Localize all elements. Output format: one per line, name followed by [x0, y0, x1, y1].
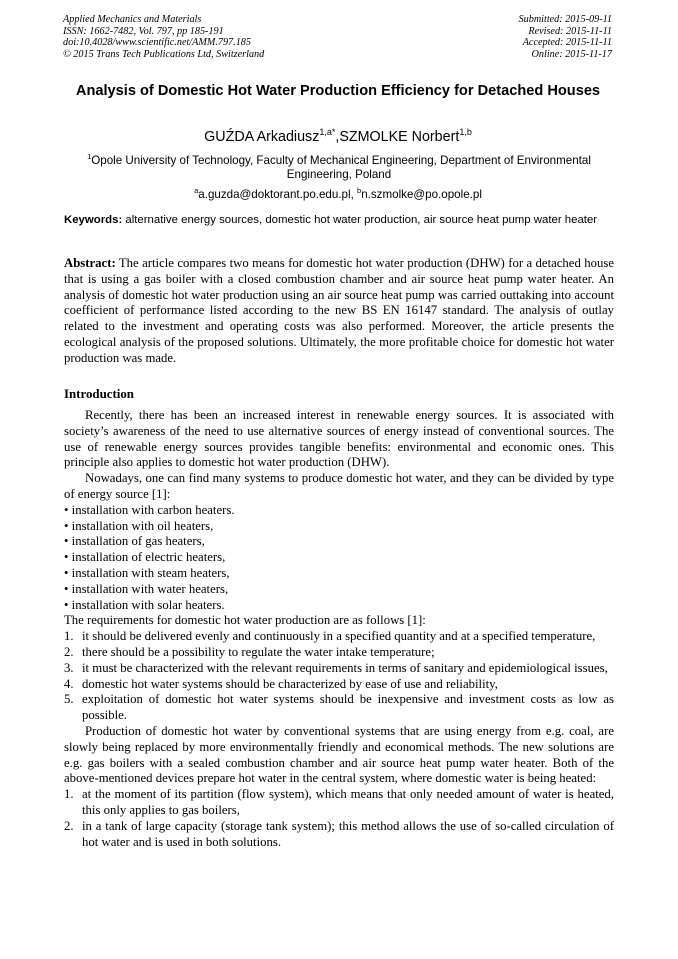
- author-1-sup: 1,a*: [319, 127, 336, 137]
- affiliation-sup: 1: [87, 152, 92, 161]
- list-text: exploitation of domestic hot water systems should be inexpensive and investment costs as low as possible.: [82, 692, 614, 723]
- list-item: • installation of gas heaters,: [64, 534, 205, 549]
- email-a-sup: a: [194, 186, 199, 195]
- date-accepted: Accepted: 2015-11-11: [522, 37, 612, 49]
- list-item: • installation of electric heaters,: [64, 550, 226, 565]
- list-text: it should be delivered evenly and continuously in a specified quantity and at a specified temperature,: [82, 629, 596, 644]
- intro-paragraph-2: Nowadays, one can find many systems to produce domestic hot water, and they can be divided by type of energy source [1]:: [64, 471, 614, 501]
- keywords-label: Keywords:: [64, 214, 123, 226]
- list-text: at the moment of its partition (flow system), which means that only needed amount of water is heated, this only applies to gas boilers,: [82, 787, 614, 817]
- list-number: 2.: [64, 644, 74, 659]
- list-item: [64, 819, 614, 851]
- list-item: [64, 629, 614, 645]
- author-2-sup: 1,b: [459, 127, 472, 137]
- journal-issn: ISSN: 1662-7482, Vol. 797, pp 185-191: [63, 25, 224, 37]
- list-number: 3.: [64, 660, 74, 675]
- journal-info: [63, 14, 264, 60]
- email-a[interactable]: a.guzda@doktorant.po.edu.pl,: [198, 187, 358, 201]
- list-item: • installation with steam heaters,: [64, 565, 230, 580]
- author-line: [60, 123, 616, 146]
- introduction-body: [64, 408, 614, 850]
- list-text: in a tank of large capacity (storage tank system); this method allows the use of so-called circulation of hot water and is used in both solutions.: [82, 818, 614, 849]
- email-b-sup: b: [357, 186, 362, 195]
- date-submitted: Submitted: 2015-09-11: [518, 14, 612, 25]
- date-online: Online: 2015-11-17: [531, 48, 612, 60]
- intro-paragraph-4: Production of domestic hot water by conventional systems that are using energy from e.g. coal, are slowly being replaced by more environmentally friendly and economical methods. The new solutions are e.g. gas boilers with a sealed combustion chamber and air source heat pump water heater. Both of the above-mentioned devices prepare hot water in the central system, where domestic water is being heated:: [64, 723, 614, 786]
- email-b[interactable]: n.szmolke@po.opole.pl: [361, 187, 482, 201]
- affiliation-text: Opole University of Technology, Faculty of Mechanical Engineering, Department of Environmental Engineering, Poland: [91, 153, 591, 182]
- abstract: [64, 256, 614, 367]
- journal-copyright: © 2015 Trans Tech Publications Ltd, Switzerland: [63, 48, 265, 60]
- list-item: [64, 645, 614, 661]
- list-text: it must be characterized with the relevant requirements in terms of sanitary and epidemiological issues,: [82, 660, 608, 675]
- intro-paragraph-3: The requirements for domestic hot water production are as follows [1]:: [64, 613, 426, 628]
- list-item: • installation with solar heaters.: [64, 597, 225, 612]
- list-item: • installation with carbon heaters.: [64, 502, 235, 517]
- keywords-text: alternative energy sources, domestic hot water production, air source heat pump water heater: [122, 214, 598, 226]
- list-item: [64, 661, 614, 677]
- list-number: 2.: [64, 818, 74, 833]
- list-item: • installation with oil heaters,: [64, 518, 214, 533]
- journal-name: Applied Mechanics and Materials: [63, 14, 202, 25]
- list-item: [64, 787, 614, 819]
- paper-title: Analysis of Domestic Hot Water Production Efficiency for Detached Houses: [75, 83, 601, 99]
- section-heading-introduction: Introduction: [64, 387, 134, 401]
- list-number: 1.: [64, 787, 74, 802]
- list-number: 4.: [64, 676, 74, 691]
- list-number: 1.: [64, 629, 74, 644]
- heating-methods-list: [64, 787, 614, 850]
- journal-doi[interactable]: doi:10.4028/www.scientific.net/AMM.797.185: [63, 37, 251, 49]
- list-text: domestic hot water systems should be characterized by ease of use and reliability,: [82, 676, 498, 691]
- keywords: [64, 213, 614, 228]
- list-item: • installation with water heaters,: [64, 581, 229, 596]
- author-1: GUŹDA Arkadiusz: [204, 128, 320, 145]
- list-item: [64, 692, 614, 724]
- publication-dates: [519, 14, 612, 60]
- abstract-text: The article compares two means for domestic hot water production (DHW) for a detached house that is using a gas boiler with a closed combustion chamber and air source heat pump water heater. An analysis of domestic hot water production using an air source heat pump was carried outtaking into account coefficient of performance listed according to the new BS EN 16147 standard. The analysis of outlay related to the investment and operating costs was also performed. Moreover, the article presents the ecological analysis of the proposed solutions. Ultimately, the more profitable choice for domestic hot water production was made.: [64, 256, 614, 365]
- date-revised: Revised: 2015-11-11: [528, 25, 612, 37]
- energy-source-list: [64, 503, 614, 614]
- author-2: ,SZMOLKE Norbert: [335, 128, 460, 145]
- requirements-list: [64, 629, 614, 724]
- intro-paragraph-1: Recently, there has been an increased interest in renewable energy sources. It is associated with society’s awareness of the need to use alternative sources of energy instead of conventional sources. The use of renewable energy sources provides tangible benefits: environmental and economic ones. This principle also applies to domestic hot water production (DHW).: [64, 408, 614, 470]
- list-text: there should be a possibility to regulate the water intake temperature;: [82, 644, 435, 659]
- list-number: 5.: [64, 692, 74, 707]
- affiliation: [64, 150, 614, 183]
- author-emails: [60, 184, 616, 202]
- list-item: [64, 677, 614, 693]
- abstract-label: Abstract:: [64, 256, 116, 270]
